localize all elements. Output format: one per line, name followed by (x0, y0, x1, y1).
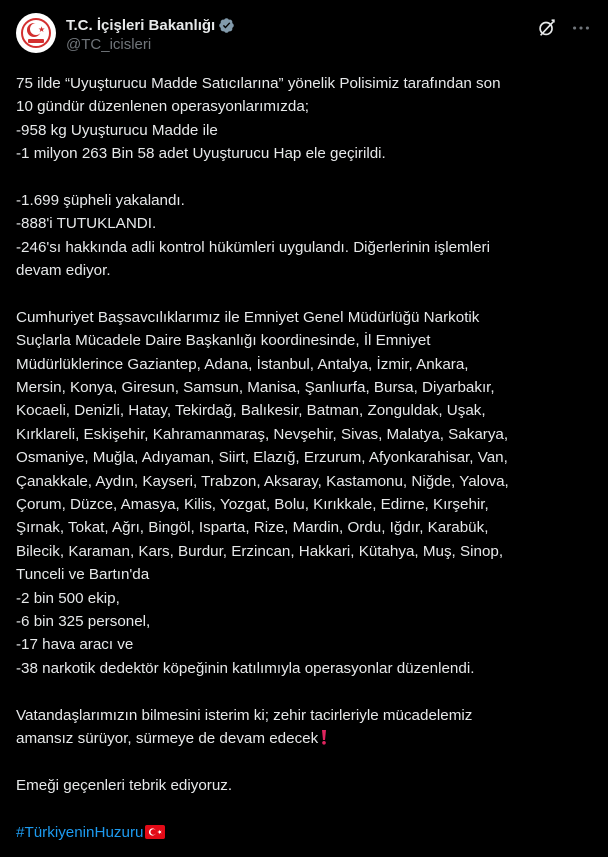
turkey-flag-icon (145, 825, 165, 839)
verified-badge-icon (218, 17, 235, 34)
text-line: Vatandaşlarımızın bilmesini isterim ki; zehir tacirleriyle mücadelemiz (16, 706, 473, 724)
text-line: Çorum, Düzce, Amasya, Kilis, Yozgat, Bolu, Kırıkkale, Edirne, Kırşehir, (16, 496, 489, 514)
blank-line (16, 283, 592, 306)
blank-line (16, 680, 592, 703)
text-line: -17 hava aracı ve (16, 636, 134, 654)
text-line: 10 gündür düzenlenen operasyonlarımızda; (16, 98, 309, 116)
text-line: Çanakkale, Aydın, Kayseri, Trabzon, Aksaray, Kastamonu, Niğde, Yalova, (16, 472, 509, 490)
text-line: Tunceli ve Bartın'da (16, 566, 150, 584)
author-display-name[interactable]: T.C. İçişleri Bakanlığı (66, 16, 216, 34)
blank-line (16, 166, 592, 189)
text-line: amansız sürüyor, sürmeye de devam edecek (16, 729, 319, 747)
text-line: -958 kg Uyuşturucu Madde ile (16, 121, 218, 139)
text-line: 75 ilde “Uyuşturucu Madde Satıcılarına” yönelik Polisimiz tarafından son (16, 75, 501, 92)
text-line: devam ediyor. (16, 262, 111, 280)
emblem-star-icon: ★ (38, 25, 46, 34)
red-exclamation-icon (320, 729, 328, 745)
avatar[interactable] (16, 13, 56, 53)
text-line: Emeği geçenleri tebrik ediyoruz. (16, 776, 233, 794)
more-options-icon[interactable] (570, 17, 592, 39)
text-line: -888'i TUTUKLANDI. (16, 215, 157, 233)
author-names (66, 15, 235, 53)
text-line: Bilecik, Karaman, Kars, Burdur, Erzincan, Hakkari, Kütahya, Muş, Sinop, (16, 542, 504, 560)
text-line: -246'sı hakkında adli kontrol hükümleri uygulandı. Diğerlerinin işlemleri (16, 238, 490, 256)
grok-icon[interactable] (536, 17, 558, 39)
text-line-with-emoji (16, 727, 592, 750)
author-handle[interactable]: @TC_icisleri (66, 36, 152, 53)
blank-line (16, 750, 592, 773)
text-line: Şırnak, Tokat, Ağrı, Bingöl, Isparta, Rize, Mardin, Ordu, Iğdır, Karabük, (16, 519, 489, 537)
tweet-header (16, 13, 592, 63)
text-line: Suçlarla Mücadele Daire Başkanlığı koordinesinde, İl Emniyet (16, 332, 431, 350)
text-line: Müdürlüklerince Gaziantep, Adana, İstanbul, Antalya, İzmir, Ankara, (16, 355, 469, 373)
text-line: Mersin, Konya, Giresun, Samsun, Manisa, Şanlıurfa, Bursa, Diyarbakır, (16, 379, 495, 397)
text-line: Cumhuriyet Başsavcılıklarımız ile Emniyet Genel Müdürlüğü Narkotik (16, 308, 480, 326)
display-name-row (66, 15, 235, 35)
text-line: Osmaniye, Muğla, Adıyaman, Siirt, Elazığ, Erzurum, Afyonkarahisar, Van, (16, 449, 508, 467)
text-line: -1.699 şüpheli yakalandı. (16, 191, 185, 209)
blank-line (16, 797, 592, 820)
text-line: -1 milyon 263 Bin 58 adet Uyuşturucu Hap ele geçirildi. (16, 145, 386, 163)
text-line: Kocaeli, Denizli, Hatay, Tekirdağ, Balıkesir, Batman, Zonguldak, Uşak, (16, 402, 486, 420)
text-line: -6 bin 325 personel, (16, 612, 151, 630)
hashtag-link[interactable]: #TürkiyeninHuzuru (16, 823, 144, 841)
emblem-base (28, 39, 44, 43)
text-line: -38 narkotik dedektör köpeğinin katılımıyla operasyonlar düzenlendi. (16, 659, 475, 677)
hashtag-line (16, 821, 592, 844)
text-line: -2 bin 500 ekip, (16, 589, 120, 607)
text-line: Kırklareli, Eskişehir, Kahramanmaraş, Nevşehir, Sivas, Malatya, Sakarya, (16, 425, 509, 443)
tweet-text (16, 72, 592, 844)
